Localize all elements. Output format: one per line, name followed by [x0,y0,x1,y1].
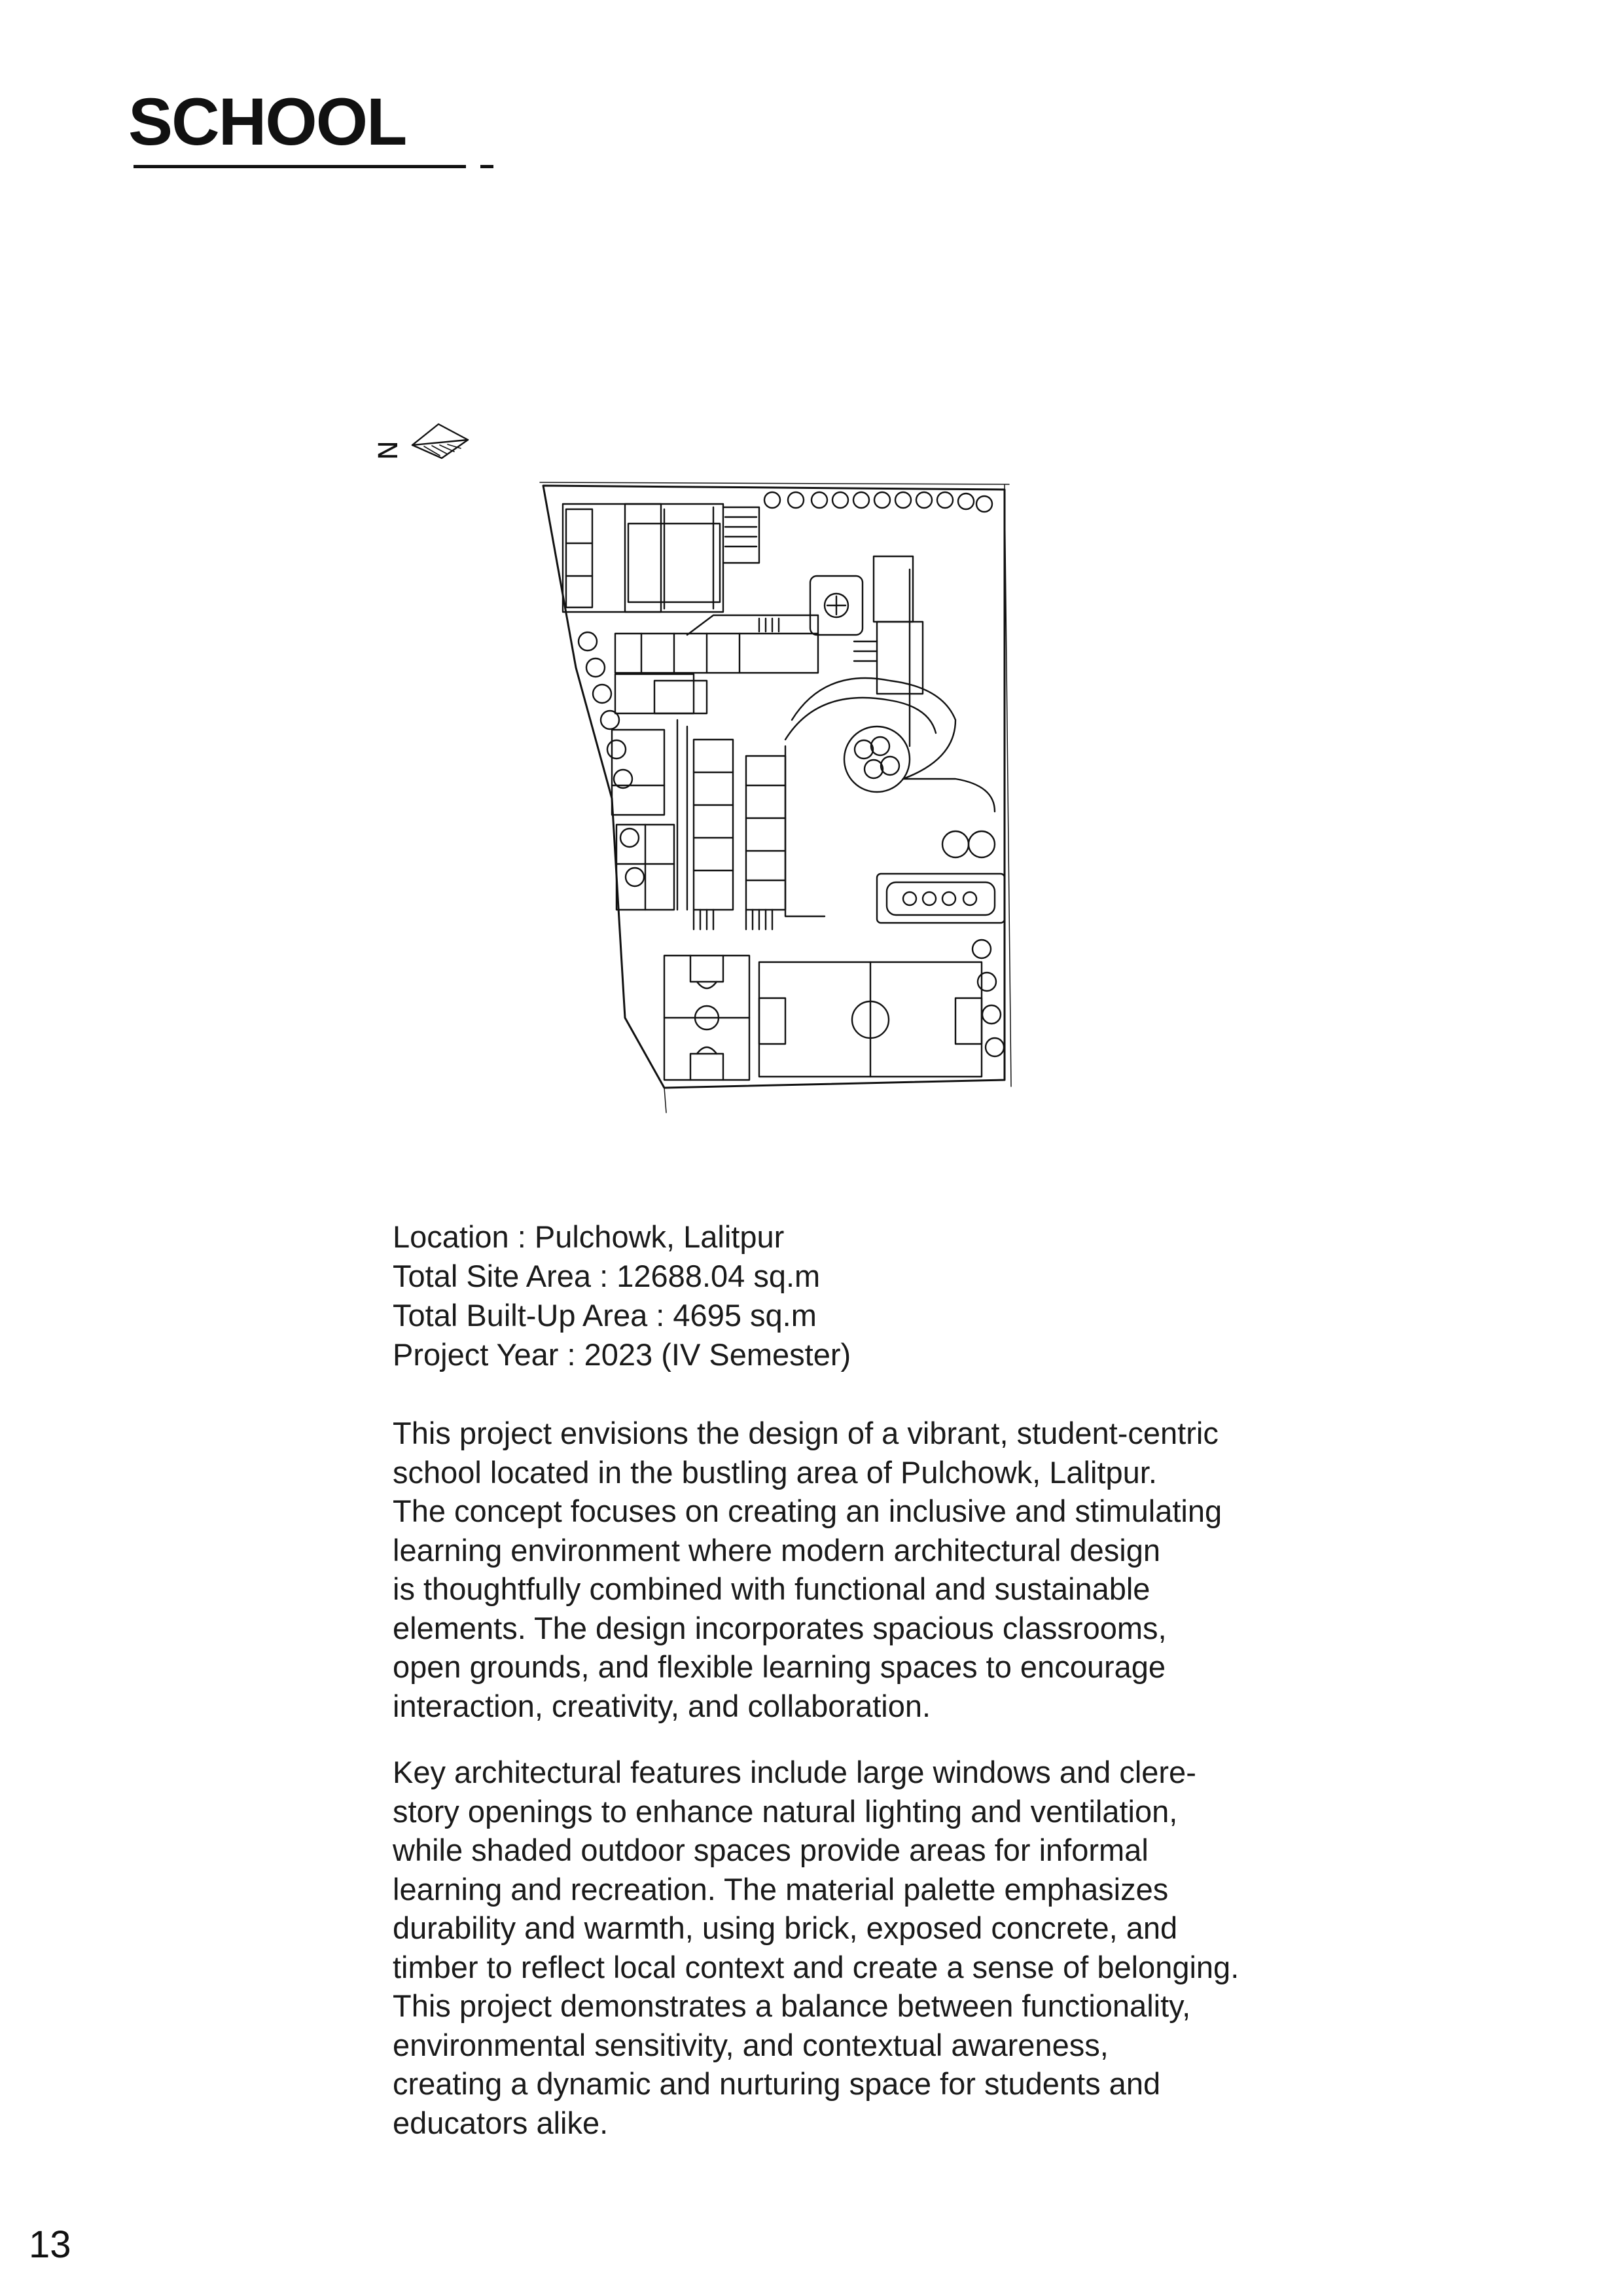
text-line: while shaded outdoor spaces provide areas for informal [393,1833,1149,1867]
text-line: learning environment where modern architectural design [393,1532,1161,1568]
text-line: is thoughtfully combined with functional and sustainable [393,1571,1150,1606]
text-line: open grounds, and flexible learning spaces to encourage [393,1649,1166,1684]
text-line: educators alike. [393,2105,609,2140]
text-line: durability and warmth, using brick, exposed concrete, and [393,1910,1178,1945]
north-arrow-icon [374,424,468,460]
description-paragraph-2 [393,1753,1309,2142]
central-plaza [785,678,995,916]
title-underline [134,165,466,168]
text-line: Key architectural features include large windows and clere- [393,1755,1196,1789]
page-number: 13 [29,2223,71,2266]
admin-block [810,556,923,746]
text-line: environmental sensitivity, and contextual awareness, [393,2027,1109,2062]
north-label: N [374,440,404,460]
text-line: school located in the bustling area of Pulchowk, Lalitpur. [393,1454,1157,1490]
project-year-line: Project Year : 2023 (IV Semester) [393,1337,851,1372]
tree-row-top [764,492,992,512]
text-line: elements. The design incorporates spacious classrooms, [393,1610,1167,1645]
text-line: story openings to enhance natural lighting and ventilation, [393,1793,1178,1829]
classroom-wing [615,615,818,713]
title-underline-dash [480,165,493,168]
text-line: timber to reflect local context and create a sense of belonging. [393,1949,1240,1984]
text-line: learning and recreation. The material palette emphasizes [393,1871,1169,1907]
basketball-court [664,956,749,1080]
site-plan-sketch [366,393,1086,1165]
classroom-rows [677,720,785,929]
text-line: interaction, creativity, and collaboration. [393,1688,931,1723]
text-line: This project envisions the design of a vibrant, student-centric [393,1416,1219,1450]
football-ground [759,962,982,1077]
location-line: Location : Pulchowk, Lalitpur [393,1219,785,1254]
text-line: The concept focuses on creating an inclusive and stimulating [393,1494,1222,1528]
building-block-north [563,504,759,612]
page-title: SCHOOL [128,84,406,159]
text-line: This project demonstrates a balance between functionality, [393,1988,1191,2023]
water-feature [877,831,1005,923]
text-line: creating a dynamic and nurturing space for students and [393,2066,1161,2101]
description-paragraph-1 [393,1414,1309,1725]
project-info [393,1217,1309,1374]
built-up-area-line: Total Built-Up Area : 4695 sq.m [393,1298,817,1333]
site-area-line: Total Site Area : 12688.04 sq.m [393,1259,821,1293]
